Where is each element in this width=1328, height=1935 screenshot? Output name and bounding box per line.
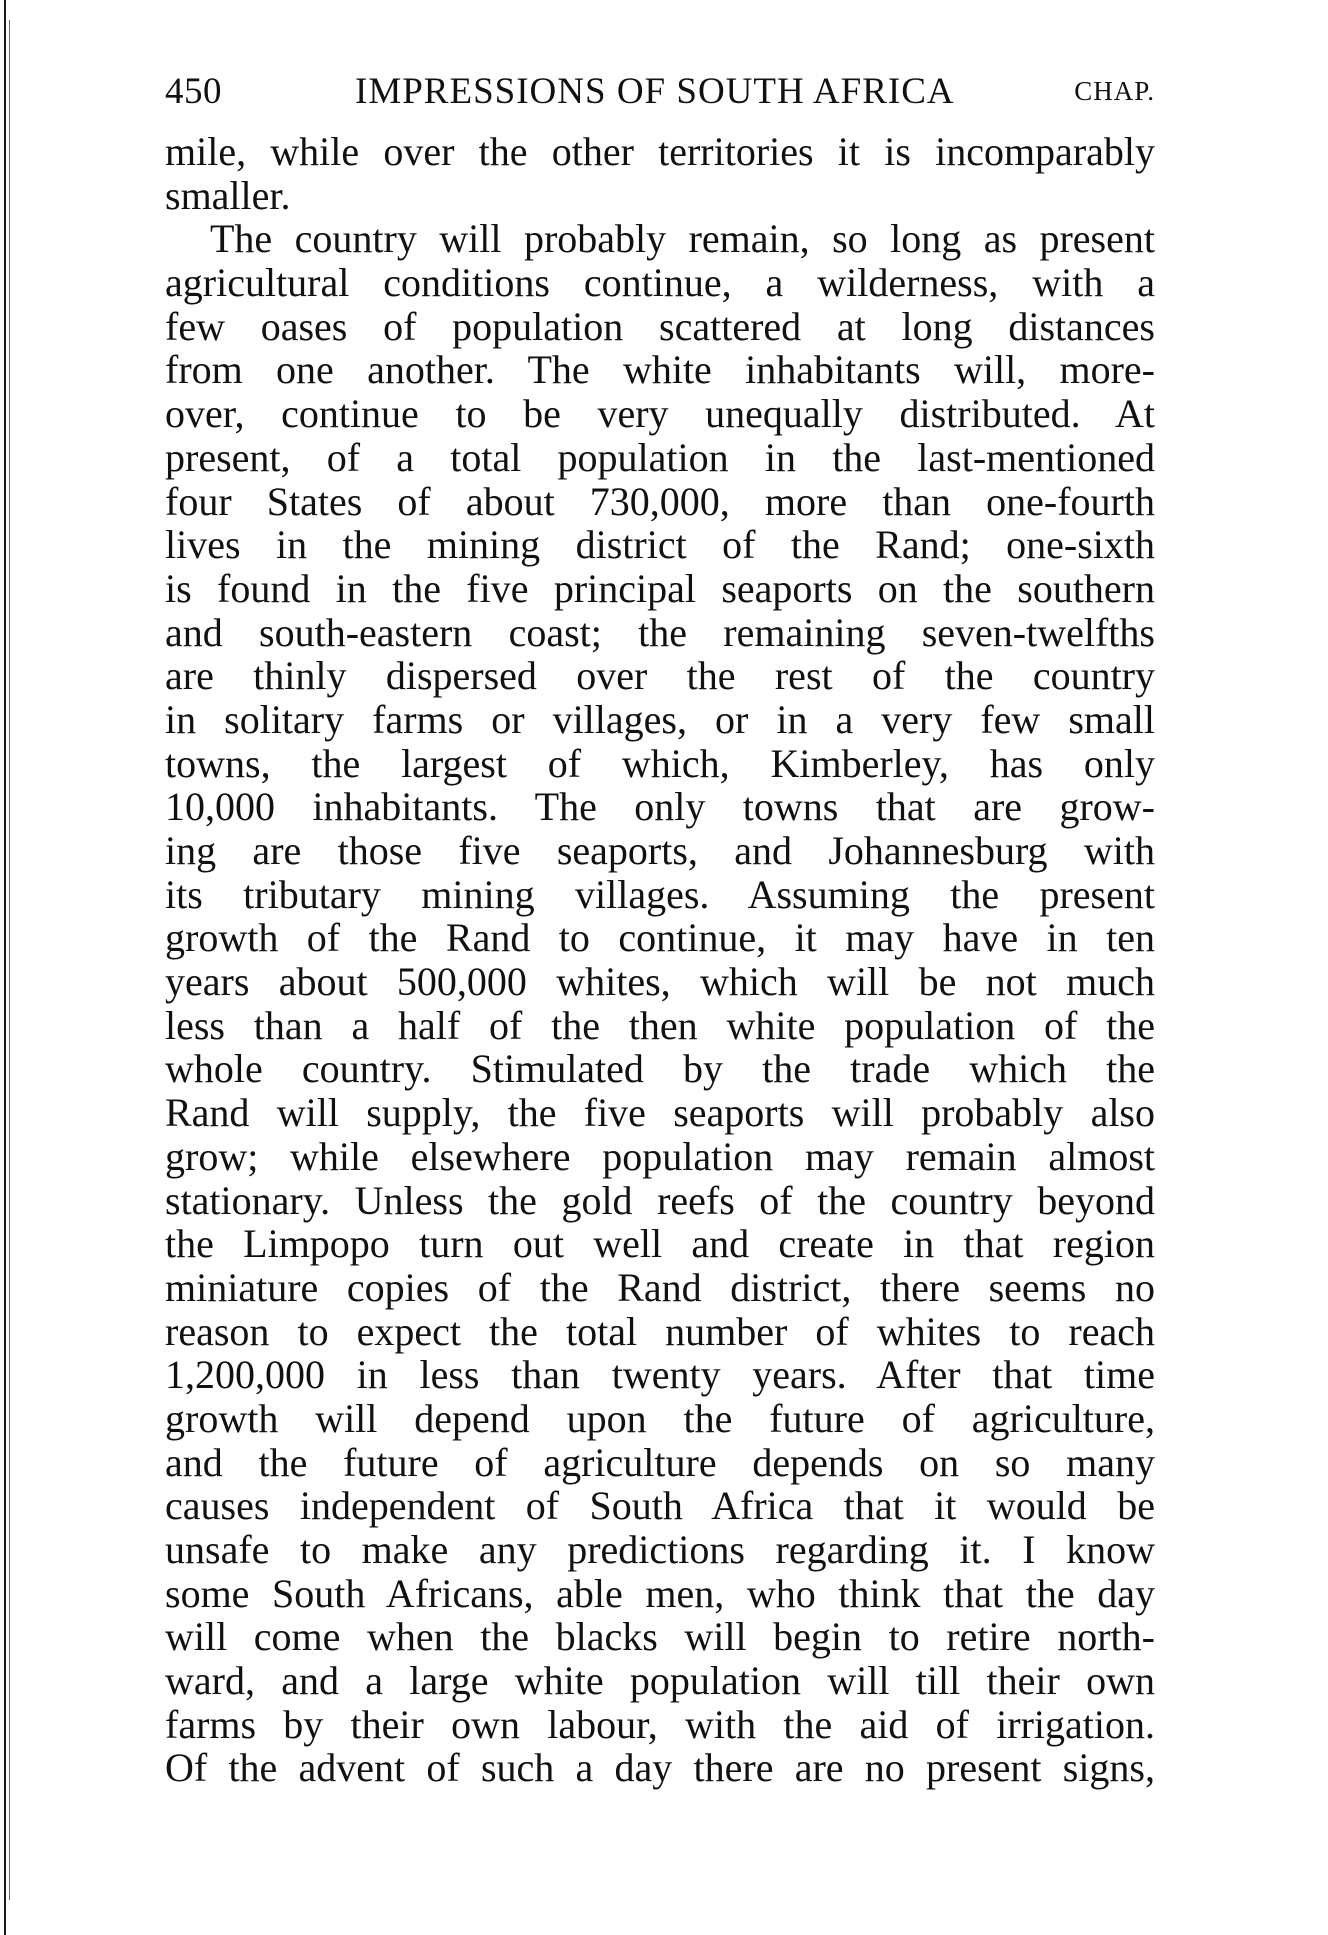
text-line: mile, while over the other territories it is incomparably xyxy=(165,129,1155,174)
text-line: ward, and a large white population will till their own xyxy=(165,1658,1155,1704)
text-line: and the future of agriculture depends on so many xyxy=(165,1439,1155,1485)
text-line: reason to expect the total number of whites to reach xyxy=(165,1308,1155,1354)
text-line: less than a half of the then white population of the xyxy=(165,1002,1155,1048)
text-line: present, of a total population in the last-mentioned xyxy=(165,434,1155,480)
text-line: farms by their own labour, with the aid of irrigation. xyxy=(165,1701,1155,1747)
text-line: are thinly dispersed over the rest of the country xyxy=(165,653,1155,699)
text-line: in solitary farms or villages, or in a very few small xyxy=(165,696,1155,742)
chapter-mark: CHAP. xyxy=(1074,76,1155,106)
text-line: 1,200,000 in less than twenty years. After that time xyxy=(165,1352,1155,1398)
text-line: Rand will supply, the five seaports will probably also xyxy=(165,1090,1155,1136)
text-line: from one another. The white inhabitants will, more- xyxy=(165,347,1155,393)
text-line: Of the advent of such a day there are no present signs, xyxy=(165,1745,1155,1791)
text-line: The country will probably remain, so long as present xyxy=(210,216,1155,262)
text-line: four States of about 730,000, more than one-fourth xyxy=(165,478,1155,524)
text-line: and south-eastern coast; the remaining seven-twelfths xyxy=(165,609,1155,655)
text-line: lives in the mining district of the Rand; one-sixth xyxy=(165,522,1155,568)
text-line: miniature copies of the Rand district, there seems no xyxy=(165,1264,1155,1310)
text-line: over, continue to be very unequally distributed. At xyxy=(165,391,1155,437)
text-line: smaller. xyxy=(165,172,291,218)
text-line: will come when the blacks will begin to retire north- xyxy=(165,1614,1155,1660)
text-line: growth of the Rand to continue, it may have in ten xyxy=(165,915,1155,961)
body-text xyxy=(165,130,1155,1790)
text-line: is found in the five principal seaports on the southern xyxy=(165,565,1155,611)
text-line: whole country. Stimulated by the trade which the xyxy=(165,1046,1155,1092)
text-line: 10,000 inhabitants. The only towns that are grow- xyxy=(165,784,1155,830)
page-binding-edge xyxy=(4,0,6,1935)
text-line: years about 500,000 whites, which will be not much xyxy=(165,959,1155,1005)
page-number: 450 xyxy=(165,71,222,112)
running-title: IMPRESSIONS OF SOUTH AFRICA xyxy=(355,71,955,112)
text-line: ing are those five seaports, and Johannesburg with xyxy=(165,828,1155,873)
text-line: grow; while elsewhere population may remain almost xyxy=(165,1133,1155,1179)
text-line: some South Africans, able men, who think that the day xyxy=(165,1570,1155,1616)
running-head xyxy=(165,70,1155,120)
text-line: growth will depend upon the future of agriculture, xyxy=(165,1395,1155,1441)
text-line: the Limpopo turn out well and create in that region xyxy=(165,1221,1155,1267)
text-line: unsafe to make any predictions regarding it. I know xyxy=(165,1527,1155,1572)
text-line: causes independent of South Africa that it would be xyxy=(165,1483,1155,1529)
text-line: agricultural conditions continue, a wilderness, with a xyxy=(165,260,1155,306)
page-binding-shadow xyxy=(9,20,10,1900)
book-page xyxy=(165,70,1155,1790)
text-line: its tributary mining villages. Assuming the present xyxy=(165,871,1155,917)
text-line: towns, the largest of which, Kimberley, has only xyxy=(165,740,1155,786)
text-line: stationary. Unless the gold reefs of the country beyond xyxy=(165,1177,1155,1223)
text-line: few oases of population scattered at long distances xyxy=(165,303,1155,349)
